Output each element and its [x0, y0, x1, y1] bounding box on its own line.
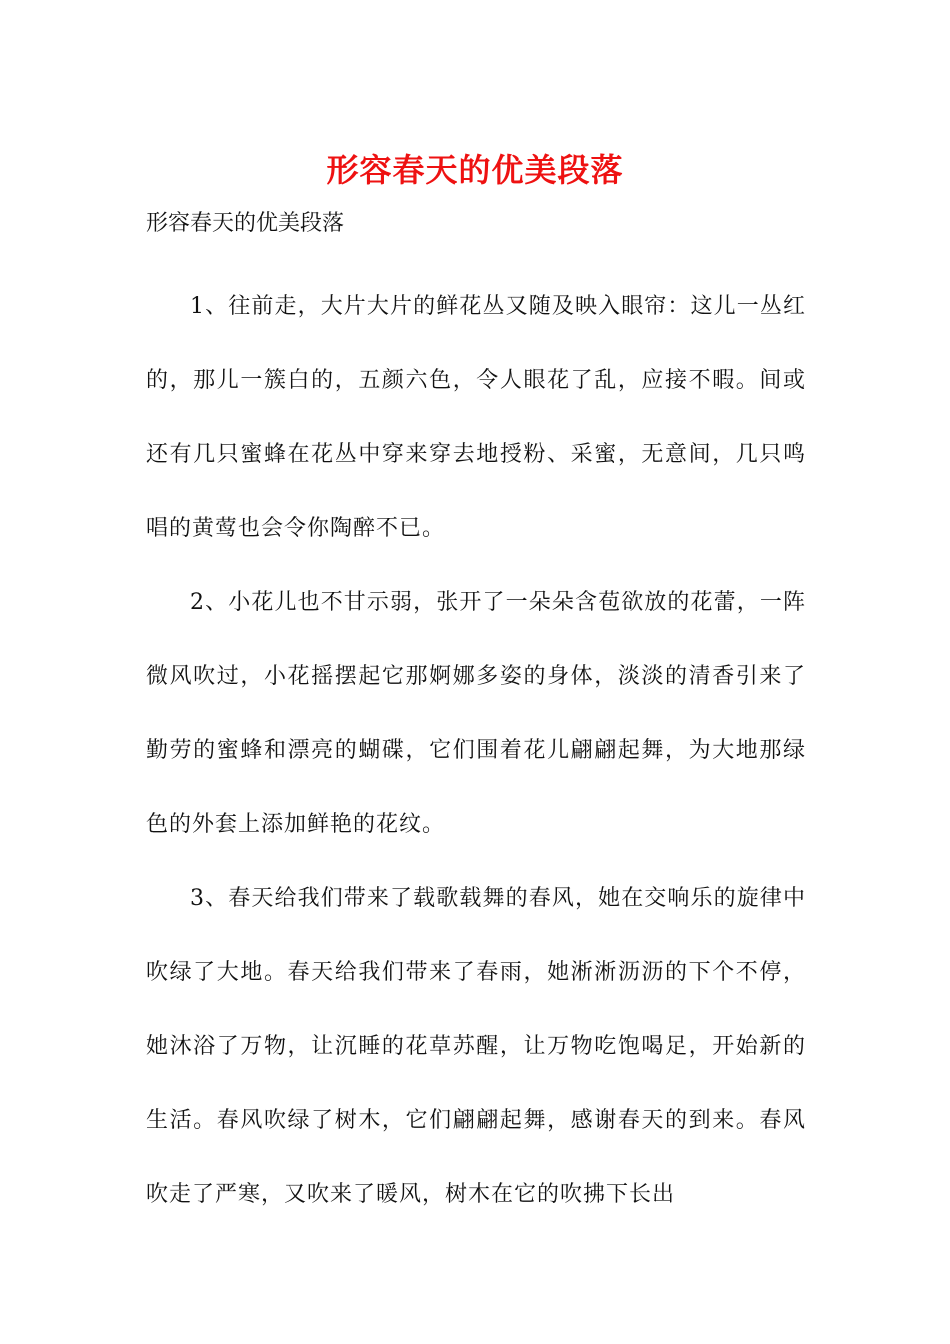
paragraph-1: 1、往前走，大片大片的鲜花丛又随及映入眼帘：这儿一丛红的，那儿一簇白的，五颜六色，令人眼花了乱，应接不暇。间或还有几只蜜蜂在花丛中穿来穿去地授粉、采蜜，无意间，几只鸣唱的黄莺也会令你陶醉不已。 [146, 294, 806, 541]
paragraph-2: 2、小花儿也不甘示弱，张开了一朵朵含苞欲放的花蕾，一阵微风吹过，小花摇摆起它那婀娜多姿的身体，淡淡的清香引来了勤劳的蜜蜂和漂亮的蝴碟，它们围着花儿翩翩起舞，为大地那绿色的外套上添加鲜艳的花纹。 [146, 590, 806, 837]
paragraph-3: 3、春天给我们带来了载歌载舞的春风，她在交响乐的旋律中吹绿了大地。春天给我们带来了春雨，她淅淅沥沥的下个不停，她沐浴了万物，让沉睡的花草苏醒，让万物吃饱喝足，开始新的生活。春风吹绿了树木，它们翩翩起舞，感谢春天的到来。春风吹走了严寒，又吹来了暖风，树木在它的吹拂下长出 [146, 886, 806, 1207]
document-body [146, 270, 806, 1232]
document-title: 形容春天的优美段落 [326, 151, 624, 189]
document-subtitle: 形容春天的优美段落 [146, 211, 345, 236]
